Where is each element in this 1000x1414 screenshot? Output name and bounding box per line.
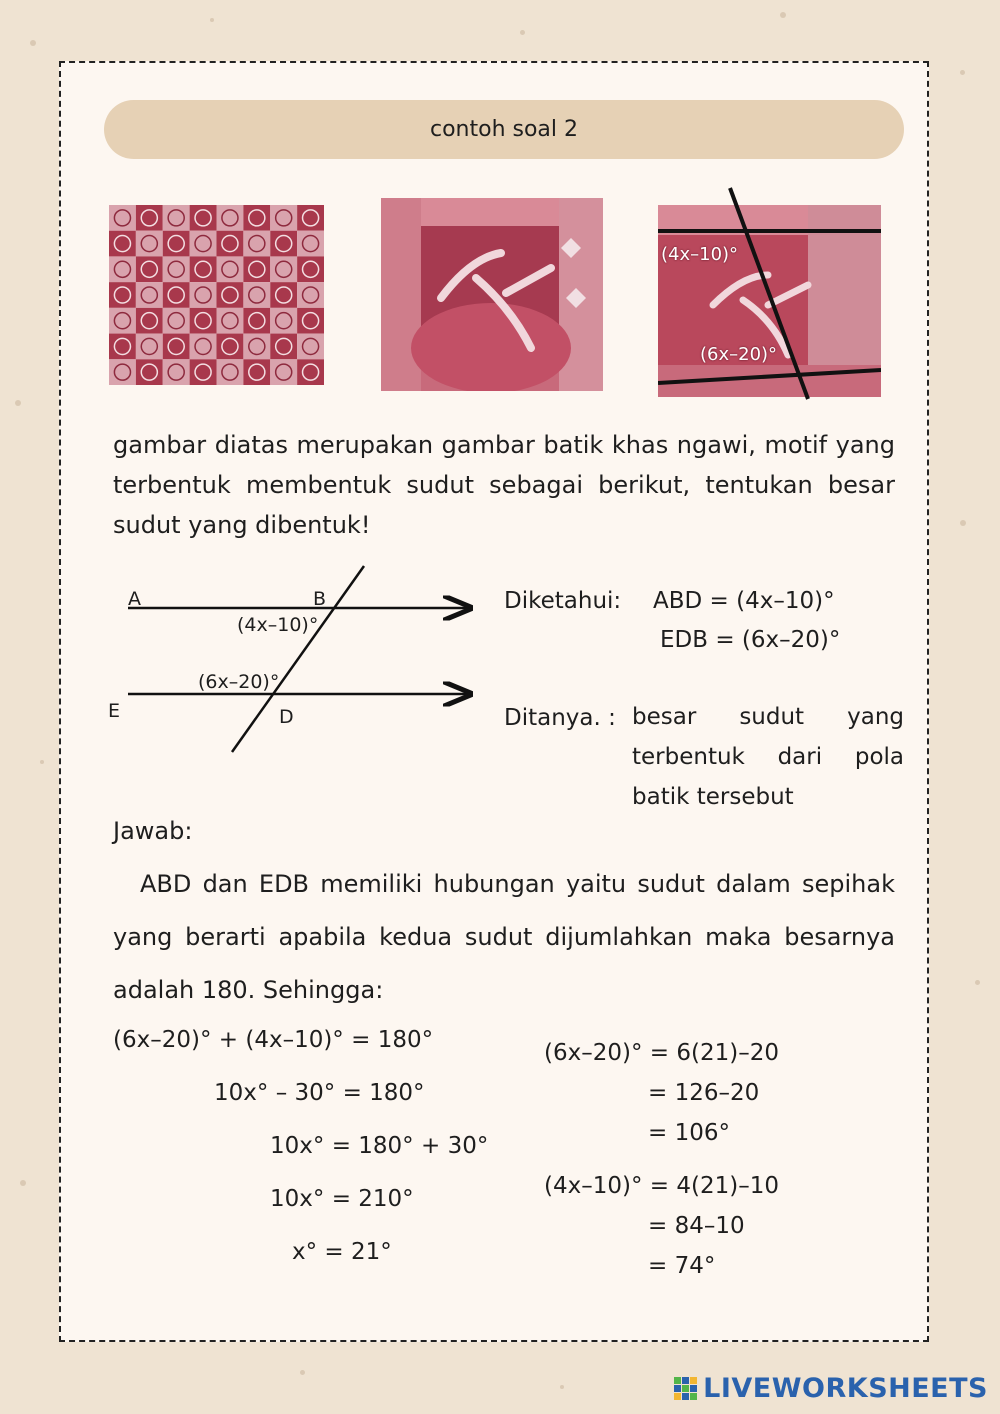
angle-bottom-label: (6x–20)° [198, 671, 280, 693]
step-5: x° = 21° [292, 1239, 392, 1265]
parallel-lines-diagram [100, 560, 480, 760]
point-b-label: B [313, 588, 327, 610]
step-3: 10x° = 180° + 30° [270, 1133, 489, 1159]
angle-edb-calc-2: = 126–20 [648, 1080, 760, 1106]
photo-angle-label-top: (4x–10)° [661, 244, 739, 265]
question-text: gambar diatas merupakan gambar batik khas ngawi, motif yang terbentuk membentuk sudut sebagai berikut, tentukan besar sudut yang dibentuk! [113, 431, 895, 539]
page-title [104, 100, 904, 159]
liveworksheets-icon [674, 1377, 697, 1400]
asked-text: besar sudut yang terbentuk dari pola batik tersebut [632, 704, 904, 810]
asked-label: Ditanya. : [504, 705, 616, 731]
page-title-text: contoh soal 2 [429, 117, 579, 142]
known-eq2: EDB = (6x–20)° [660, 627, 841, 653]
batik-motif-zoom-photo [381, 198, 603, 391]
point-d-label: D [279, 706, 294, 728]
step-1: (6x–20)° + (4x–10)° = 180° [113, 1027, 434, 1053]
known-label: Diketahui: [504, 588, 622, 614]
answer-explanation: ABD dan EDB memiliki hubungan yaitu sudut dalam sepihak yang berarti apabila kedua sudut dijumlahkan maka besarnya adalah 180. Sehingga: [113, 870, 895, 1004]
brand-name: LIVEWORKSHEETS [703, 1373, 988, 1404]
photo-angle-label-bottom: (6x–20)° [700, 344, 778, 365]
known-eq1: ABD = (4x–10)° [653, 588, 835, 614]
angle-edb-calc-1: (6x–20)° = 6(21)–20 [544, 1040, 779, 1066]
point-a-label: A [128, 588, 141, 610]
angle-edb-calc-3: = 106° [648, 1120, 730, 1146]
step-2: 10x° – 30° = 180° [214, 1080, 425, 1106]
angle-abd-calc-1: (4x–10)° = 4(21)–10 [544, 1173, 779, 1199]
point-e-label: E [108, 700, 121, 722]
transversal-line [650, 185, 890, 405]
answer-label: Jawab: [113, 817, 193, 845]
angle-top-label: (4x–10)° [237, 614, 319, 636]
batik-fabric-photo [109, 205, 324, 385]
angle-abd-calc-2: = 84–10 [648, 1213, 745, 1239]
step-4: 10x° = 210° [270, 1186, 414, 1212]
angle-abd-calc-3: = 74° [648, 1253, 716, 1279]
liveworksheets-logo [674, 1373, 988, 1404]
